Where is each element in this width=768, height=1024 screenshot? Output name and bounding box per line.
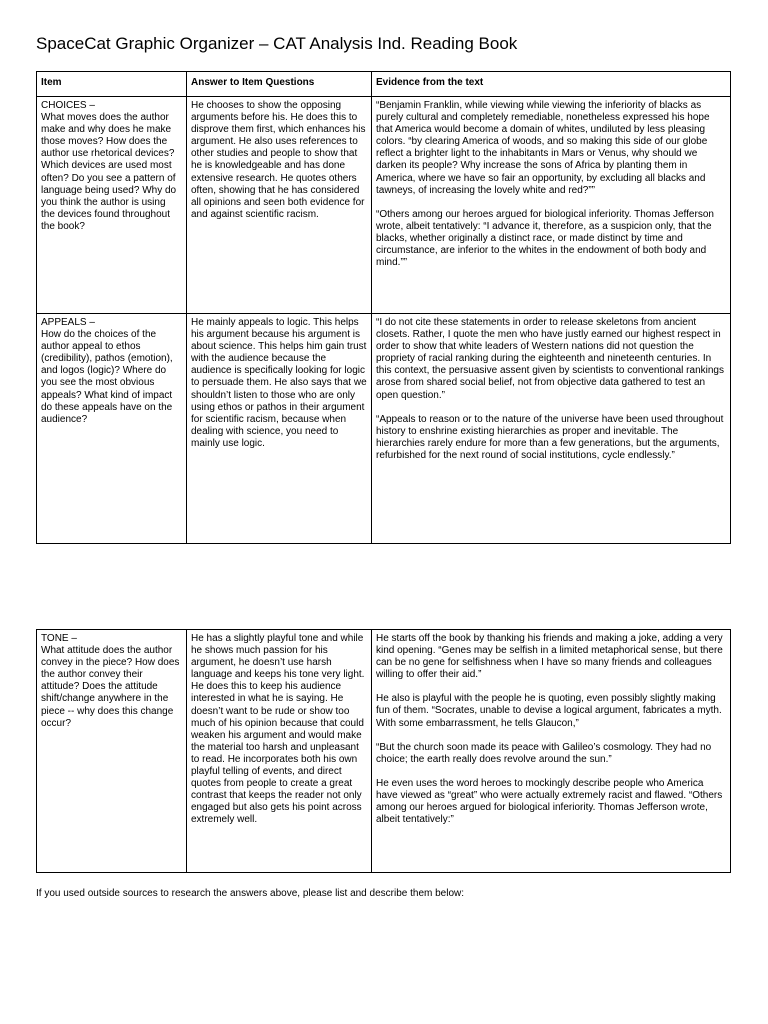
evidence-paragraph: “Appeals to reason or to the nature of the universe have been used throughout history to enshrine existing hierarchies as proper and inevitable. The hierarchies rarely endure for more than a few generations, but the arguments, refurbished for the next round of social institutions, cycle endlessly.” <box>376 413 724 461</box>
answer-cell: He chooses to show the opposing arguments before his. He does this to disprove them first, which enhances his argument. He also uses references to other studies and people to show that he is knowledgeable and has done extensive research. He quotes others often, showing that he has considered all opinions and seen both evidence for and against scientific racism. <box>187 97 372 314</box>
answer-cell: He mainly appeals to logic. This helps his argument because his argument is about science. This helps him gain trust with the audience because the audience is specifically looking for logic to persuade them. He also says that we shouldn’t listen to those who are only using ethos or pathos in their argument for scientific racism, because when dealing with science, you need to mainly use logic. <box>187 314 372 544</box>
header-row <box>37 72 731 97</box>
item-name: CHOICES – <box>41 100 95 111</box>
header-item: Item <box>37 72 187 97</box>
evidence-paragraph: He also is playful with the people he is quoting, even possibly slightly making fun of them. “Socrates, unable to devise a logical argument, fabricates a myth. With some embarrassment, he tells Glaucon,” <box>376 693 722 729</box>
organizer-table-top <box>36 71 731 544</box>
evidence-cell <box>372 630 731 873</box>
page-title: SpaceCat Graphic Organizer – CAT Analysis Ind. Reading Book <box>36 34 518 53</box>
item-cell <box>37 97 187 314</box>
evidence-paragraph: “I do not cite these statements in order to release skeletons from ancient closets. Rather, I quote the men who have justly earned our highest respect in order to show that white leaders of Western nations did not question the propriety of racial ranking during the eighteenth and nineteenth centuries. In this context, the persuasive assent given by scientists to conventional rankings arose from shared social belief, not from objective data gathered to test an open question.” <box>376 317 724 401</box>
table-row-appeals <box>37 314 731 544</box>
answer-cell: He has a slightly playful tone and while he shows much passion for his argument, he doesn’t use harsh language and keeps his tone very light. He does this to keep his audience interested in what he is saying. He doesn’t want to be rude or show too much of his opinion because that could weaken his argument and would make the material too harsh and unpleasant to read. He incorporates both his own playful telling of events, and direct quotes from people to create a great contrast that keeps the reader not only engaged but also gets his point across extremely well. <box>187 630 372 873</box>
item-name: APPEALS – <box>41 317 95 328</box>
evidence-paragraph: He even uses the word heroes to mockingly describe people who America have viewed as “great” who were actually extremely racist and flawed. “Others among our heroes argued for biological inferiority. Thomas Jefferson wrote, albeit tentatively:” <box>376 777 723 826</box>
evidence-cell <box>372 314 731 544</box>
item-name: TONE – <box>41 633 77 644</box>
table-row-tone <box>37 630 731 873</box>
evidence-paragraph: “But the church soon made its peace with Galileo’s cosmology. They had no choice; the earth really does revolve around the sun.” <box>376 741 712 765</box>
table-row-choices <box>37 97 731 314</box>
item-questions: How do the choices of the author appeal to ethos (credibility), pathos (emotion), and logos (logic)? Where do you see the most obvious appeals? What kind of impact do these appeals have on the audience? <box>41 329 173 425</box>
evidence-paragraph: He starts off the book by thanking his friends and making a joke, adding a very kind opening. “Genes may be selfish in a limited metaphorical sense, but there can be no gene for selfishness when I have so many friends and colleagues willing to offer their aid.” <box>376 633 723 681</box>
outside-sources-prompt: If you used outside sources to research the answers above, please list and describe them below: <box>36 888 465 899</box>
item-cell <box>37 314 187 544</box>
item-questions: What attitude does the author convey in the piece? How does the author convey their attitude? Does the attitude shift/change anywhere in the piece -- why does this change occur? <box>41 645 180 729</box>
organizer-table-bottom <box>36 629 731 873</box>
evidence-paragraph: “Benjamin Franklin, while viewing while viewing the inferiority of blacks as purely cultural and completely remediable, nonetheless expressed his hope that America would become a domain of whites, undiluted by less pleasing colors. “by clearing America of woods, and so making this side of our globe reflect a brighter light to the inhabitants in Mars or Venus, why should we darken its people? Why increase the sons of Africa by planting them in America, where we have so fair an opportunity, by excluding all blacks and tawneys, of increasing the lovely white and red?”” <box>376 100 710 196</box>
evidence-cell <box>372 97 731 314</box>
evidence-paragraph: “Others among our heroes argued for biological inferiority. Thomas Jefferson wrote, albeit tentatively: “I advance it, therefore, as a suspicion only, that the blacks, whether originally a distinct race, or made distinct by time and circumstance, are inferior to the whites in the endowment of both body and mind.”” <box>376 208 714 269</box>
header-evidence: Evidence from the text <box>372 72 731 97</box>
header-answer: Answer to Item Questions <box>187 72 372 97</box>
item-questions: What moves does the author make and why does he make those moves? How does the author use rhetorical devices? Which devices are used most often? Do you see a pattern of language being used? Why do you think the author is using the devices found throughout the book? <box>41 112 177 232</box>
item-cell <box>37 630 187 873</box>
